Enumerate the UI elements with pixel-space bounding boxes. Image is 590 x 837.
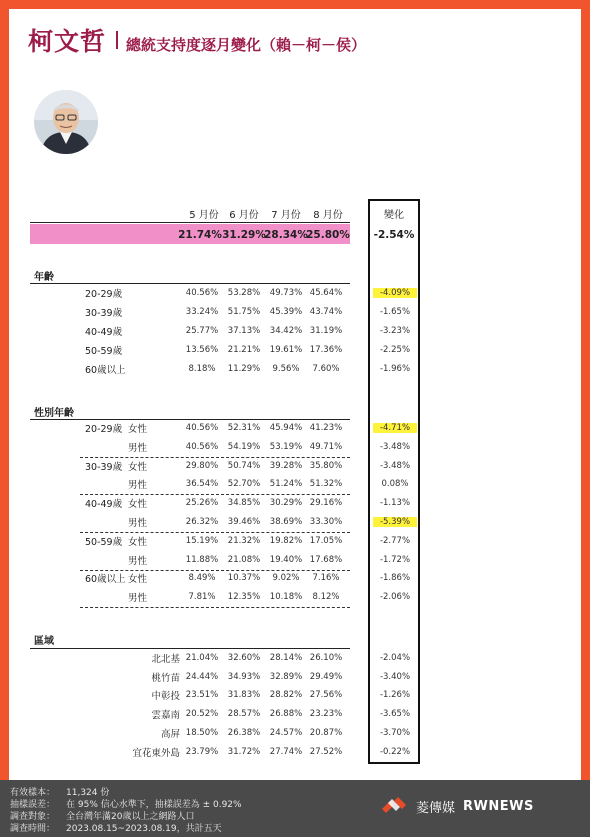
cell-value: 32.89% [269,671,303,682]
cell-value: 52.31% [227,423,261,433]
cell-value: 39.46% [227,517,261,527]
row-age-label: 50-59歲 [85,536,123,548]
cell-value: 38.69% [269,517,303,527]
cell-value: 23.23% [309,709,343,720]
row-age-label: 30-39歲 [85,461,123,473]
header-rule [30,222,350,223]
table-row [0,651,590,669]
change-value: -3.48% [379,460,411,471]
cell-value: 8.12% [312,592,340,603]
cell-value: 39.28% [269,460,303,471]
cell-value: 36.54% [185,479,219,490]
cell-value: 43.74% [309,307,343,317]
table-row [0,459,590,477]
cell-value: 33.30% [309,517,343,527]
row-label: 20-29歲 [85,289,123,300]
cell-value: 45.64% [309,288,343,298]
cell-value: 49.73% [269,288,303,298]
month-header-8: 8 月份 [313,210,343,221]
cell-value: 27.56% [309,690,343,701]
row-label: 60歲以上 [85,365,126,376]
total-value-6: 31.29% [222,229,266,241]
change-value: -1.96% [379,364,411,374]
cell-value: 7.81% [188,592,216,603]
cell-value: 21.21% [227,345,261,355]
row-label: 30-39歲 [85,308,123,319]
table-row [0,477,590,495]
cell-value: 18.50% [185,727,219,738]
row-label: 雲嘉南 [151,710,180,722]
table-row [0,670,590,688]
change-value: -1.26% [379,690,411,701]
cell-value: 17.05% [309,535,343,546]
cell-value: 20.52% [185,709,219,720]
change-value: -3.40% [379,671,411,682]
cell-value: 7.60% [312,364,340,374]
cell-value: 45.39% [269,307,303,317]
cell-value: 27.74% [269,746,303,757]
change-value: -1.65% [379,307,411,317]
change-value-highlight: -4.09% [373,288,417,298]
brand-logo [380,795,534,817]
title-divider [116,31,118,49]
month-header-5: 5 月份 [189,210,219,221]
cell-value: 32.60% [227,653,261,663]
cell-value: 34.42% [269,326,303,336]
cell-value: 40.56% [185,423,219,433]
brand-name-en: RWNEWS [463,798,534,814]
cell-value: 29.49% [309,671,343,682]
cell-value: 23.51% [185,690,219,701]
region-section-rule [30,648,350,649]
cell-value: 27.52% [309,746,343,757]
cell-value: 9.02% [272,573,300,584]
total-value-7: 28.34% [264,229,308,241]
total-value-5: 21.74% [178,229,222,241]
row-sex-label: 女性 [128,424,148,435]
cell-value: 8.49% [188,573,216,584]
report-header [28,22,366,58]
table-row [0,515,590,533]
change-value-highlight: -4.71% [373,423,417,433]
change-value: -2.25% [379,345,411,355]
row-label: 桃竹苗 [151,672,180,684]
cell-value: 17.36% [309,345,343,355]
table-row [0,324,590,342]
row-age-label: 40-49歲 [85,499,123,511]
report-subtitle: 總統支持度逐月變化（賴－柯－侯） [126,36,367,54]
cell-value: 34.85% [227,498,261,509]
cell-value: 7.16% [312,573,340,584]
total-value-8: 25.80% [306,229,350,241]
brand-name: 菱傳媒 [416,800,456,816]
row-sex-label: 男性 [128,555,148,567]
change-value: -2.77% [379,535,411,546]
footer-line: 調查對象： 全台灣年滿20歲以上之網路人口 [10,812,195,822]
change-header: 變化 [384,210,404,221]
section-title-age: 年齡 [34,272,54,283]
footer-line: 抽樣誤差： 在 95% 信心水準下，抽樣誤差為 ± 0.92% [10,800,242,810]
change-value: -0.22% [379,746,411,757]
cell-value: 51.24% [269,479,303,490]
row-age-label: 20-29歲 [85,424,123,435]
cell-value: 10.18% [269,592,303,603]
table-row [0,590,590,608]
cell-value: 40.56% [185,441,219,452]
table-row [0,343,590,361]
cell-value: 37.13% [227,326,261,336]
candidate-name: 柯文哲 [28,27,107,56]
row-label: 高屏 [160,728,180,740]
month-header-7: 7 月份 [271,210,301,221]
row-label: 宜花東外島 [132,747,180,759]
change-value: -3.70% [379,727,411,738]
table-row [0,286,590,304]
cell-value: 52.70% [227,479,261,490]
cell-value: 33.24% [185,307,219,317]
cell-value: 31.72% [227,746,261,757]
cell-value: 25.77% [185,326,219,336]
cell-value: 26.38% [227,727,261,738]
cell-value: 51.32% [309,479,343,490]
cell-value: 31.19% [309,326,343,336]
row-sex-label: 女性 [128,536,148,548]
group-divider [80,607,350,608]
age-section-rule [30,283,350,284]
footer-line: 有效樣本： 11,324 份 [10,788,110,798]
candidate-avatar [34,90,98,154]
cell-value: 41.23% [309,423,343,433]
cell-value: 53.28% [227,288,261,298]
cell-value: 50.74% [227,460,261,471]
table-row [0,305,590,323]
cell-value: 10.37% [227,573,261,584]
cell-value: 23.79% [185,746,219,757]
cell-value: 9.56% [272,364,300,374]
cell-value: 31.83% [227,690,261,701]
cell-value: 8.18% [188,364,216,374]
row-label: 中彰投 [151,691,180,703]
change-value: -3.23% [379,326,411,336]
cell-value: 19.40% [269,554,303,565]
cell-value: 17.68% [309,554,343,565]
row-sex-label: 男性 [128,480,148,492]
change-value: -2.06% [379,592,411,603]
cell-value: 40.56% [185,288,219,298]
cell-value: 21.04% [185,653,219,663]
cell-value: 29.16% [309,498,343,509]
row-label: 北北基 [151,654,180,665]
cell-value: 20.87% [309,727,343,738]
row-label: 50-59歲 [85,346,123,357]
cell-value: 28.82% [269,690,303,701]
change-value: -3.65% [379,709,411,720]
table-row [0,707,590,725]
cell-value: 11.29% [227,364,261,374]
cell-value: 13.56% [185,345,219,355]
section-title-region: 區域 [34,636,54,647]
brand-mark-icon [380,795,408,817]
cell-value: 26.32% [185,517,219,527]
row-sex-label: 男性 [128,442,148,454]
change-value: -1.13% [379,498,411,509]
total-change: -2.54% [373,229,415,241]
row-sex-label: 男性 [128,593,148,605]
cell-value: 21.32% [227,535,261,546]
row-sex-label: 女性 [128,574,148,586]
cell-value: 45.94% [269,423,303,433]
cell-value: 24.57% [269,727,303,738]
section-title-gender-age: 性別年齡 [34,408,74,419]
cell-value: 21.08% [227,554,261,565]
cell-value: 54.19% [227,441,261,452]
month-header-6: 6 月份 [229,210,259,221]
cell-value: 24.44% [185,671,219,682]
change-value: -1.86% [379,573,411,584]
cell-value: 28.57% [227,709,261,720]
cell-value: 15.19% [185,535,219,546]
cell-value: 26.10% [309,653,343,663]
cell-value: 19.61% [269,345,303,355]
table-row [0,421,590,439]
cell-value: 29.80% [185,460,219,471]
cell-value: 12.35% [227,592,261,603]
table-row [0,534,590,552]
table-row [0,745,590,763]
footer-line: 調查時間： 2023.08.15~2023.08.19，共計五天 [10,824,222,834]
cell-value: 11.88% [185,554,219,565]
table-row [0,496,590,514]
gender-age-section-rule [30,419,350,420]
cell-value: 28.14% [269,653,303,663]
table-row [0,553,590,571]
row-label: 40-49歲 [85,327,123,338]
cell-value: 51.75% [227,307,261,317]
cell-value: 26.88% [269,709,303,720]
cell-value: 25.26% [185,498,219,509]
table-row [0,440,590,458]
change-value: -2.04% [379,653,411,663]
row-sex-label: 女性 [128,499,148,511]
row-sex-label: 男性 [128,518,148,529]
change-value: -3.48% [379,441,411,452]
table-row [0,688,590,706]
cell-value: 34.93% [227,671,261,682]
cell-value: 53.19% [269,441,303,452]
cell-value: 19.82% [269,535,303,546]
cell-value: 35.80% [309,460,343,471]
cell-value: 49.71% [309,441,343,452]
table-row [0,362,590,380]
row-sex-label: 女性 [128,461,148,473]
table-row [0,726,590,744]
row-age-label: 60歲以上 [85,574,126,586]
change-value: 0.08% [381,479,409,490]
change-value-highlight: -5.39% [373,517,417,527]
table-row [0,571,590,589]
cell-value: 30.29% [269,498,303,509]
change-value: -1.72% [379,554,411,565]
